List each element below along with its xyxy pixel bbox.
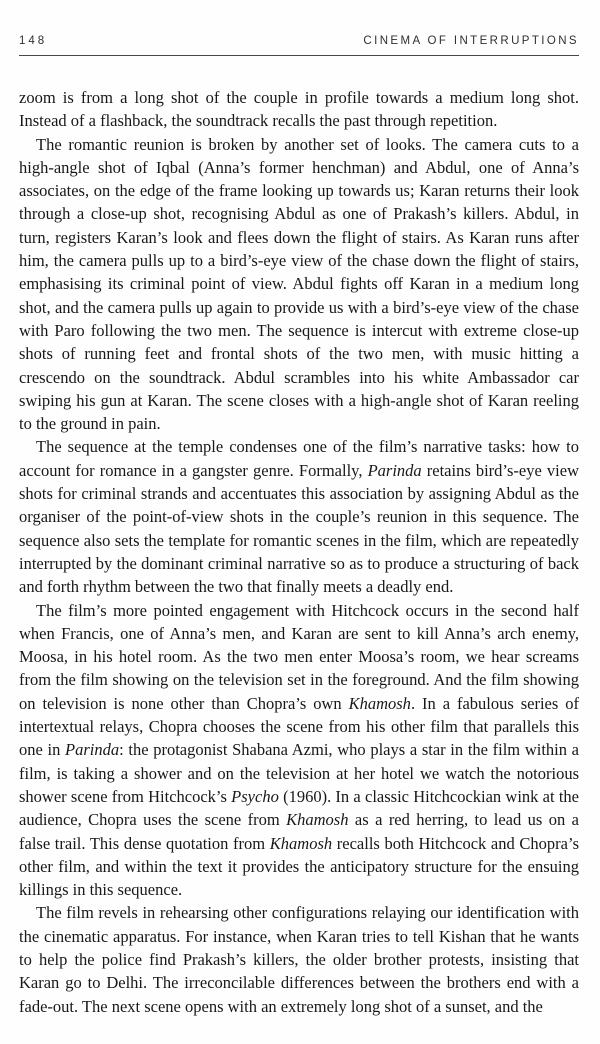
text-segment: : the protagonist Shabana Azmi, who plays a star in the film within a film, is taking a shower and on the television at her hotel we watch the notorious shower scene from Hitchcock’s — [19, 740, 579, 806]
paragraph — [19, 435, 579, 598]
paragraph — [19, 901, 579, 1017]
running-title: CINEMA OF INTERRUPTIONS — [363, 35, 579, 47]
film-title-italic: Psycho — [231, 786, 279, 806]
film-title-italic: Khamosh — [269, 833, 333, 853]
text-segment: recalls both Hitchcock and Chopra’s other film, and within the text it provides the anticipatory structure for the ensuing killings in this sequence. — [19, 833, 579, 900]
text-segment: The film revels in rehearsing other configurations relaying our identification with the cinematic apparatus. For instance, when Karan tries to tell Kishan that he wants to help the police find Prakash’s killers, the older brother protests, insisting that Karan go to Delhi. The irreconcilable differences between the brothers end with a fade-out. The next scene opens with an extremely long shot of a sunset, and the — [19, 903, 579, 1016]
film-title-italic: Parinda — [367, 460, 422, 480]
text-segment: The romantic reunion is broken by another set of looks. The camera cuts to a high-angle shot of Iqbal (Anna’s former henchman) and Abdul, one of Anna’s associates, on the edge of the frame looking up towards us; Karan returns their look through a close-up shot, recognising Abdul as one of Prakash’s killers. Abdul, in turn, registers Karan’s look and flees down the flight of stairs. As Karan runs after him, the camera pulls up to a bird’s-eye view of the chase down the flight of stairs, emphasising its criminal point of view. Abdul fights off Karan in a medium long shot, and the camera pulls up again to provide us with a bird’s-eye view of the chase with Paro following the two men. The sequence is intercut with extreme close-up shots of running feet and frontal shots of the two men, with music hitting a crescendo on the soundtrack. Abdul scrambles into his white Ambassador car swiping his gun at Karan. The scene closes with a high-angle shot of Karan reeling to the ground in pain. — [19, 134, 579, 434]
paragraph — [19, 133, 579, 436]
text-segment: as a red herring, to lead us on a false trail. This dense quotation from — [19, 810, 579, 853]
page-header — [19, 35, 579, 47]
text-segment: The film’s more pointed engagement with Hitchcock occurs in the second half when Francis, one of Anna’s men, and Karan are sent to kill Anna’s arch enemy, Moosa, in his hotel room. As the two men enter Moosa’s room, we hear screams from the film showing on the television set in the foreground. And the film showing on television is none other than Chopra’s own — [19, 600, 579, 713]
paragraph — [19, 599, 579, 902]
text-segment: The sequence at the temple condenses one of the film’s narrative tasks: how to account for romance in a gangster genre. Formally, — [19, 437, 579, 480]
page-body — [19, 86, 579, 1018]
text-segment: retains bird’s-eye view shots for criminal strands and accentuates this association by assigning Abdul as the organiser of the point-of-view shots in the couple’s reunion in this sequence. The sequence also sets the template for romantic scenes in the film, which are repeatedly interrupted by the dominant criminal narrative so as to produce a structuring of back and forth rhythm between the two that finally meets a deadly end. — [19, 460, 580, 597]
film-title-italic: Khamosh — [286, 810, 349, 830]
text-segment: . In a fabulous series of intertextual relays, Chopra chooses the scene from his other film that parallels this one in — [19, 693, 579, 760]
paragraph — [19, 86, 579, 133]
text-segment: zoom is from a long shot of the couple in profile towards a medium long shot. Instead of a flashback, the soundtrack recalls the past through repetition. — [19, 88, 579, 131]
film-title-italic: Parinda — [65, 740, 120, 760]
text-segment: (1960). In a classic Hitchcockian wink at the audience, Chopra uses the scene from — [19, 786, 579, 830]
page-number: 148 — [19, 35, 48, 47]
film-title-italic: Khamosh — [348, 693, 411, 713]
header-rule — [19, 55, 579, 56]
